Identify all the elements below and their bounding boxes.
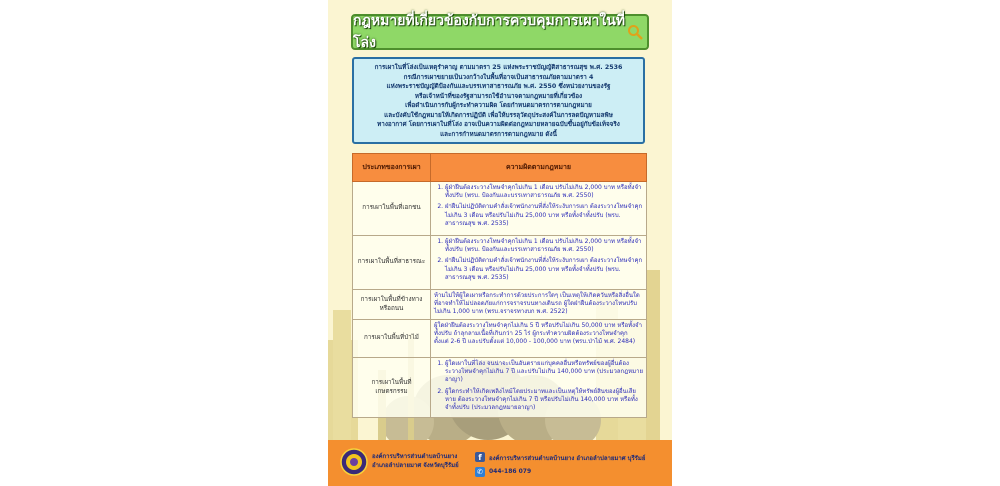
facebook-icon[interactable]: f — [475, 452, 485, 462]
phone-icon: ✆ — [475, 467, 485, 477]
offense-cell: ห้ามไม่ให้ผู้ใดเผาหรือกระทำการด้วยประการใดๆ เป็นเหตุให้เกิดควันหรือสิ่งอื่นใด ที่อาจทำให้ไม่ปลอดภัยแก่การจราจรบนทางเดินรถ ผู้ใดฝ่าฝืนต้องระวางโทษปรับไม่เกิน 1,000 บาท (พรบ.จราจรทางบก พ.ศ. 2522) — [431, 290, 647, 320]
intro-line: หรือเจ้าหน้าที่ของรัฐสามารถใช้อำนาจตามกฎหมายที่เกี่ยวข้อง — [414, 92, 583, 100]
offense-item: 2. ผู้ใดกระทำให้เกิดเพลิงไหม้โดยประมาทและเป็นเหตุให้ทรัพย์สินของผู้อื่นเสียหาย ต้องระวางโทษจำคุกไม่เกิน 7 ปี หรือปรับไม่เกิน 140,000 บาท หรือทั้งจำทั้งปรับ (ประมวลกฎหมายอาญา) — [445, 388, 643, 413]
organization-name — [372, 452, 459, 470]
table-row — [353, 236, 647, 290]
table-row — [353, 182, 647, 236]
header-offense: ความผิดตามกฎหมาย — [431, 154, 647, 182]
table-row — [353, 320, 647, 358]
table-row — [353, 358, 647, 418]
intro-box — [352, 57, 645, 144]
intro-line: กรณีการเผาขยายเป็นวงกว้างในพื้นที่อาจเป็นสาธารณภัยตามมาตรา 4 — [403, 73, 594, 81]
offense-item: 2. ฝ่าฝืนไม่ปฏิบัติตามคำสั่งเจ้าพนักงานที่สั่งให้ระงับการเผา ต้องระวางโทษจำคุกไม่เกิน 3 เดือน หรือปรับไม่เกิน 25,000 บาท หรือทั้งจำทั้งปรับ (พรบ. สาธารณสุข พ.ศ. 2535) — [445, 257, 643, 282]
offense-item: 1. ผู้ใดเผาในที่โล่ง จนน่าจะเป็นอันตรายแก่บุคคลอื่นหรือทรัพย์ของผู้อื่นต้องระวางโทษจำคุกไม่เกิน 7 ปี และปรับไม่เกิน 140,000 บาท (ประมวลกฎหมายอาญา) — [445, 360, 643, 385]
law-table — [352, 153, 647, 418]
footer — [328, 440, 672, 486]
offense-cell — [431, 358, 647, 418]
burn-type-cell: การเผาในพื้นที่เกษตรกรรม — [353, 358, 431, 418]
burn-type-cell: การเผาในพื้นที่ป่าไม้ — [353, 320, 431, 358]
burn-type-cell: การเผาในพื้นที่สาธารณะ — [353, 236, 431, 290]
org-line-2: อำเภอลำปลายมาศ จังหวัดบุรีรัมย์ — [372, 462, 459, 469]
intro-line: และบังคับใช้กฎหมายให้เกิดการปฏิบัติ เพื่อให้บรรลุวัตถุประสงค์ในการลดปัญหามลพิษ — [384, 111, 613, 119]
page-title — [351, 14, 649, 50]
offense-item: 1. ผู้ฝ่าฝืนต้องระวางโทษจำคุกไม่เกิน 1 เดือน ปรับไม่เกิน 2,000 บาท หรือทั้งจำทั้งปรับ (พรบ. ป้องกันและบรรเทาสาธารณภัย พ.ศ. 2550) — [445, 238, 643, 254]
table-header-row — [353, 154, 647, 182]
intro-line: การเผาในที่โล่งเป็นเหตุรำคาญ ตามมาตรา 25 แห่งพระราชบัญญัติสาธารณสุข พ.ศ. 2536 — [374, 64, 623, 71]
intro-line: เพื่อดำเนินการกับผู้กระทำความผิด โดยกำหนดมาตรการตามกฎหมาย — [405, 102, 592, 109]
offense-cell — [431, 236, 647, 290]
offense-item: 2. ฝ่าฝืนไม่ปฏิบัติตามคำสั่งเจ้าพนักงานที่สั่งให้ระงับการเผา ต้องระวางโทษจำคุกไม่เกิน 3 เดือน หรือปรับไม่เกิน 25,000 บาท หรือทั้งจำทั้งปรับ (พรบ. สาธารณสุข พ.ศ. 2535) — [445, 203, 643, 228]
intro-line: ทางอากาศ โดยการเผาในที่โล่ง อาจเป็นความผิดต่อกฎหมายหลายฉบับขึ้นอยู่กับข้อเท็จจริง — [377, 121, 620, 128]
org-line-1: องค์การบริหารส่วนตำบลบ้านยาง — [372, 453, 458, 460]
burn-type-cell: การเผาในพื้นที่ข้างทางหรือถนน — [353, 290, 431, 320]
burn-type-cell: การเผาในพื้นที่เอกชน — [353, 182, 431, 236]
intro-line: แห่งพระราชบัญญัติป้องกันและบรรเทาสาธารณภัย พ.ศ. 2550 ซึ่งหน่วยงานของรัฐ — [386, 83, 611, 90]
phone-number[interactable]: 044-186 079 — [489, 468, 532, 475]
offense-item: 1. ผู้ฝ่าฝืนต้องระวางโทษจำคุกไม่เกิน 1 เดือน ปรับไม่เกิน 2,000 บาท หรือทั้งจำทั้งปรับ (พรบ. ป้องกันและบรรเทาสาธารณภัย พ.ศ. 2550) — [445, 184, 643, 200]
offense-cell: ผู้ใดฝ่าฝืนต้องระวางโทษจำคุกไม่เกิน 5 ปี หรือปรับไม่เกิน 50,000 บาท หรือทั้งจำทั้งปรับ ถ้าลุกลามเนื้อที่เกินกว่า 25 ไร่ ผู้กระทำความผิดต้องระวางโทษจำคุก ตั้งแต่ 2-6 ปี และปรับตั้งแต่ 10,000 - 100,000 บาท (พรบ.ป่าไม้ พ.ศ. 2484) — [431, 320, 647, 358]
poster — [328, 0, 672, 486]
intro-line: และการกำหนดมาตรการตามกฎหมาย ดังนี้ — [440, 130, 557, 138]
facebook-link[interactable]: องค์การบริหารส่วนตำบลบ้านยาง อำเภอลำปลายมาศ บุรีรัมย์ — [489, 455, 646, 462]
table-row — [353, 290, 647, 320]
header-burn-type: ประเภทของการเผา — [353, 154, 431, 182]
title-text: กฎหมายที่เกี่ยวข้องกับการควบคุมการเผาในที่โล่ง — [353, 13, 626, 51]
magnifier-icon — [627, 24, 643, 40]
organization-seal-icon — [340, 448, 368, 476]
offense-cell — [431, 182, 647, 236]
